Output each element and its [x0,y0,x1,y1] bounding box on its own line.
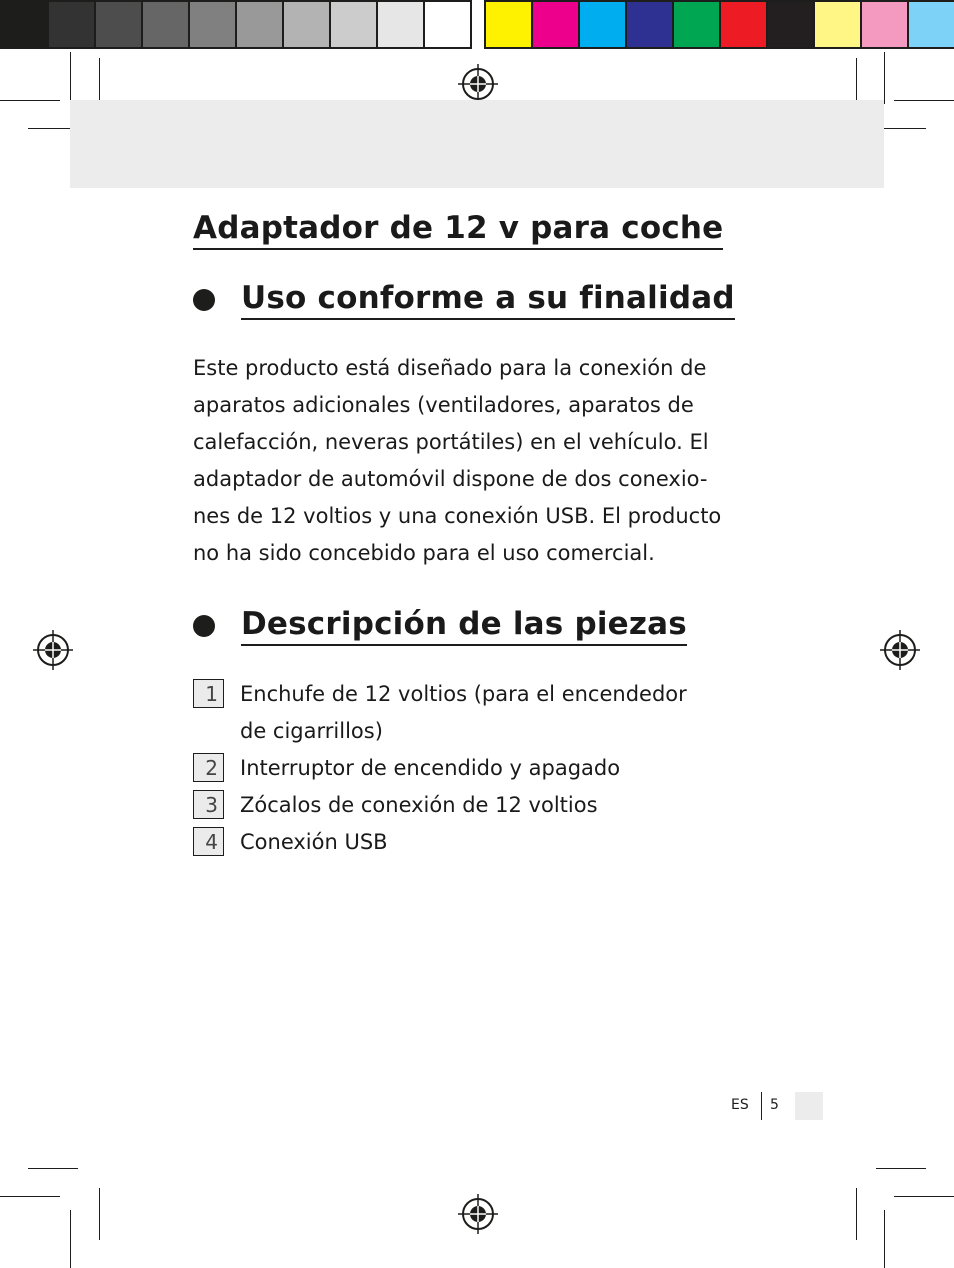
section-title: Descripción de las piezas [241,606,687,646]
crop-mark [70,1210,71,1268]
crop-mark [876,1168,926,1169]
gray-swatch [423,0,472,49]
color-swatch [719,0,768,49]
crop-mark [884,52,885,104]
gray-swatch [47,0,96,49]
crop-mark [99,1188,100,1240]
part-description-line: Zócalos de conexión de 12 voltios [240,793,598,817]
color-swatch [766,0,815,49]
crop-mark [884,1210,885,1268]
part-number-badge: 4 [193,827,224,856]
gray-swatch [235,0,284,49]
registration-mark-icon [458,64,498,104]
part-description-line: de cigarrillos) [240,719,383,743]
color-swatch [672,0,721,49]
section-title: Uso conforme a su finalidad [241,280,735,320]
part-description-line: Enchufe de 12 voltios (para el encendedor [240,682,687,706]
registration-mark-icon [458,1194,498,1234]
page-number: 5 [770,1097,779,1113]
bullet-icon [193,289,215,311]
part-number-badge: 2 [193,753,224,782]
crop-mark [0,100,60,101]
part-description [240,787,598,824]
crop-mark [856,58,857,106]
crop-mark [99,58,100,106]
part-description [240,824,388,861]
registration-mark-icon [33,630,73,670]
part-number-badge: 3 [193,790,224,819]
color-swatch [625,0,674,49]
part-number-badge: 1 [193,679,224,708]
section-heading-parts [193,606,763,646]
parts-list [193,676,763,861]
color-swatch [860,0,909,49]
part-description [240,750,620,787]
page-content [193,210,763,861]
list-item [193,676,763,750]
paragraph-line: Este producto está diseñado para la conexión de [193,356,707,380]
part-description-line: Interruptor de encendido y apagado [240,756,621,780]
crop-mark [856,1188,857,1240]
color-swatch [813,0,862,49]
usage-paragraph [193,350,763,572]
gray-swatch [329,0,378,49]
page-title: Adaptador de 12 v para coche [193,210,723,250]
gray-swatch [94,0,143,49]
crop-mark [894,1196,954,1197]
header-band [70,100,884,188]
gray-swatch [141,0,190,49]
gray-swatch [188,0,237,49]
gray-swatch [0,0,49,49]
list-item [193,750,763,787]
list-item [193,824,763,861]
paragraph-line: no ha sido concebido para el uso comercial. [193,541,655,565]
crop-mark [894,100,954,101]
crop-mark [0,1196,60,1197]
color-swatch [578,0,627,49]
gray-swatch [376,0,425,49]
list-item [193,787,763,824]
registration-mark-icon [880,630,920,670]
crop-mark [28,1168,78,1169]
color-swatch [531,0,580,49]
footer-divider [761,1092,762,1120]
section-heading-usage [193,280,763,320]
part-description-line: Conexión USB [240,830,388,854]
paragraph-line: adaptador de automóvil dispone de dos conexio- [193,467,708,491]
crop-mark [70,52,71,104]
footer-tab-marker [795,1092,823,1120]
paragraph-line: nes de 12 voltios y una conexión USB. El producto [193,504,722,528]
paragraph-line: aparatos adicionales (ventiladores, aparatos de [193,393,694,417]
language-code: ES [731,1097,749,1113]
color-swatch [484,0,533,49]
paragraph-line: calefacción, neveras portátiles) en el vehículo. El [193,430,709,454]
gray-swatch [282,0,331,49]
color-calibration-bar [484,0,954,49]
bullet-icon [193,615,215,637]
color-swatch [907,0,954,49]
part-description [240,676,687,750]
grayscale-calibration-bar [0,0,470,49]
